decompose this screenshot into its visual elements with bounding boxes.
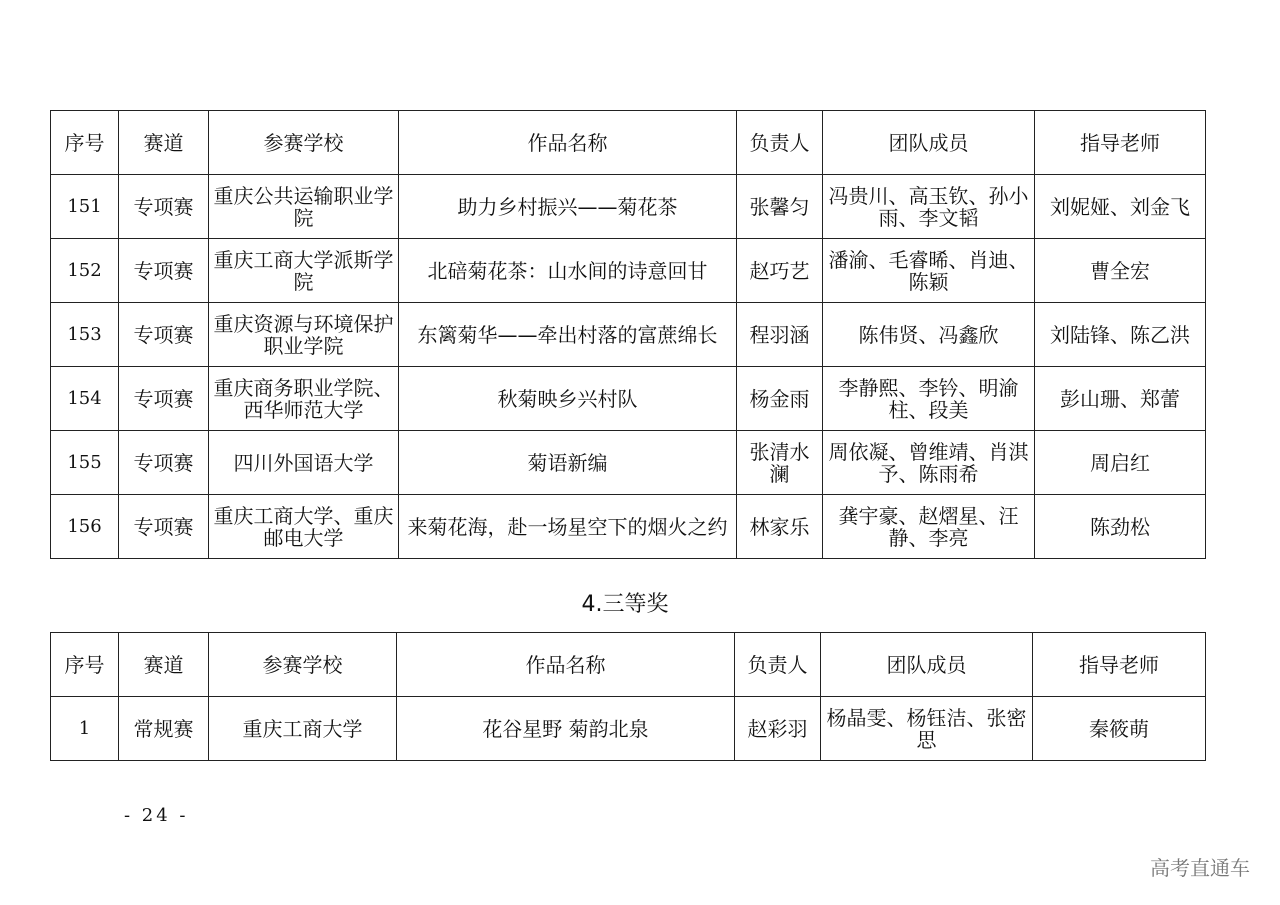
cell-advisor: 陈劲松 <box>1035 495 1206 559</box>
cell-members: 杨晶雯、杨钰洁、张密思 <box>821 697 1033 761</box>
cell-project: 菊语新编 <box>399 431 737 495</box>
header-members: 团队成员 <box>823 111 1035 175</box>
watermark: 高考直通车 <box>1150 856 1250 880</box>
header-leader: 负责人 <box>737 111 823 175</box>
cell-school: 四川外国语大学 <box>209 431 399 495</box>
cell-leader: 张馨匀 <box>737 175 823 239</box>
page-number: - 24 - <box>124 805 189 826</box>
cell-track: 专项赛 <box>119 495 209 559</box>
cell-leader: 杨金雨 <box>737 367 823 431</box>
table-row <box>51 175 1206 239</box>
cell-index: 152 <box>51 239 119 303</box>
cell-project: 助力乡村振兴——菊花茶 <box>399 175 737 239</box>
cell-school: 重庆工商大学 <box>209 697 397 761</box>
cell-advisor: 刘妮娅、刘金飞 <box>1035 175 1206 239</box>
award-table-bottom <box>50 632 1206 761</box>
header-members: 团队成员 <box>821 633 1033 697</box>
table-row <box>51 495 1206 559</box>
cell-members: 陈伟贤、冯鑫欣 <box>823 303 1035 367</box>
cell-index: 155 <box>51 431 119 495</box>
table-row <box>51 697 1206 761</box>
cell-advisor: 秦筱萌 <box>1033 697 1206 761</box>
header-index: 序号 <box>51 111 119 175</box>
cell-index: 153 <box>51 303 119 367</box>
table-row <box>51 239 1206 303</box>
section-heading: 4.三等奖 <box>581 592 669 617</box>
header-track: 赛道 <box>119 633 209 697</box>
cell-project: 北碚菊花茶：山水间的诗意回甘 <box>399 239 737 303</box>
cell-members: 潘渝、毛睿晞、肖迪、陈颖 <box>823 239 1035 303</box>
cell-members: 龚宇豪、赵熠星、汪静、李亮 <box>823 495 1035 559</box>
table-row <box>51 431 1206 495</box>
cell-index: 151 <box>51 175 119 239</box>
cell-leader: 程羽涵 <box>737 303 823 367</box>
cell-track: 常规赛 <box>119 697 209 761</box>
table-row <box>51 303 1206 367</box>
cell-track: 专项赛 <box>119 431 209 495</box>
cell-school: 重庆公共运输职业学院 <box>209 175 399 239</box>
cell-school: 重庆工商大学、重庆邮电大学 <box>209 495 399 559</box>
header-advisor: 指导老师 <box>1035 111 1206 175</box>
cell-project: 花谷星野 菊韵北泉 <box>397 697 735 761</box>
header-advisor: 指导老师 <box>1033 633 1206 697</box>
header-project: 作品名称 <box>397 633 735 697</box>
cell-track: 专项赛 <box>119 303 209 367</box>
table-header-row <box>51 111 1206 175</box>
cell-leader: 赵彩羽 <box>735 697 821 761</box>
cell-track: 专项赛 <box>119 175 209 239</box>
cell-advisor: 彭山珊、郑蕾 <box>1035 367 1206 431</box>
cell-project: 来菊花海，赴一场星空下的烟火之约 <box>399 495 737 559</box>
cell-school: 重庆资源与环境保护职业学院 <box>209 303 399 367</box>
header-index: 序号 <box>51 633 119 697</box>
header-school: 参赛学校 <box>209 633 397 697</box>
cell-members: 冯贵川、高玉钦、孙小雨、李文韬 <box>823 175 1035 239</box>
cell-school: 重庆商务职业学院、西华师范大学 <box>209 367 399 431</box>
header-leader: 负责人 <box>735 633 821 697</box>
cell-index: 1 <box>51 697 119 761</box>
cell-advisor: 曹全宏 <box>1035 239 1206 303</box>
cell-advisor: 刘陆锋、陈乙洪 <box>1035 303 1206 367</box>
table-header-row <box>51 633 1206 697</box>
cell-school: 重庆工商大学派斯学院 <box>209 239 399 303</box>
cell-index: 156 <box>51 495 119 559</box>
cell-index: 154 <box>51 367 119 431</box>
cell-leader: 张清水澜 <box>737 431 823 495</box>
cell-project: 秋菊映乡兴村队 <box>399 367 737 431</box>
cell-leader: 林家乐 <box>737 495 823 559</box>
cell-members: 李静熙、李钤、明渝柱、段美 <box>823 367 1035 431</box>
cell-leader: 赵巧艺 <box>737 239 823 303</box>
cell-project: 东篱菊华——牵出村落的富蔗绵长 <box>399 303 737 367</box>
cell-track: 专项赛 <box>119 239 209 303</box>
cell-advisor: 周启红 <box>1035 431 1206 495</box>
header-project: 作品名称 <box>399 111 737 175</box>
cell-track: 专项赛 <box>119 367 209 431</box>
header-school: 参赛学校 <box>209 111 399 175</box>
header-track: 赛道 <box>119 111 209 175</box>
table-row <box>51 367 1206 431</box>
cell-members: 周依凝、曾维靖、肖淇予、陈雨希 <box>823 431 1035 495</box>
award-table-top <box>50 110 1206 559</box>
